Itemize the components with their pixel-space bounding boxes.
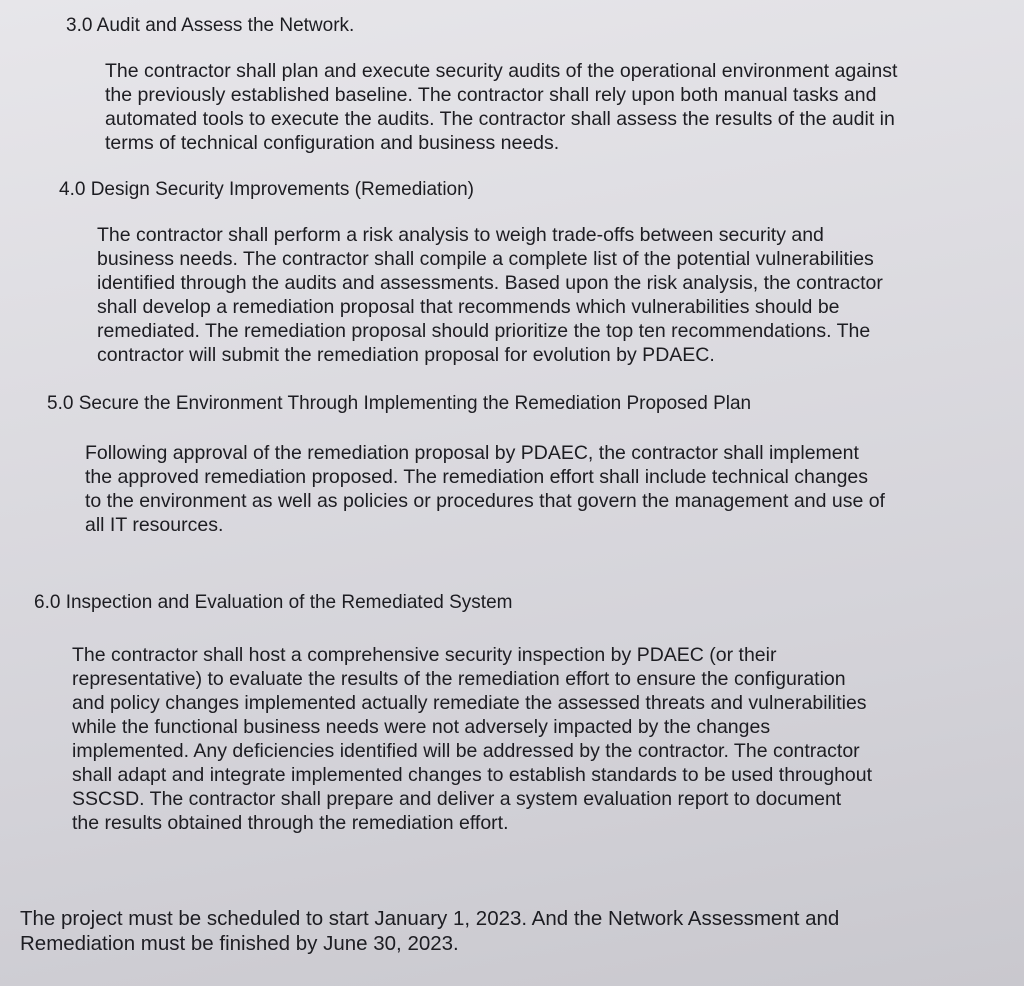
paragraph-line: SSCSD. The contractor shall prepare and deliver a system evaluation report to document (72, 788, 842, 810)
paragraph-line: The contractor shall perform a risk analysis to weigh trade-offs between security and (97, 224, 824, 246)
paragraph-line: the approved remediation proposed. The remediation effort shall include technical changes (85, 466, 869, 488)
paragraph-line: all IT resources. (85, 514, 224, 536)
paragraph-line: and policy changes implemented actually remediate the assessed threats and vulnerabilities (72, 692, 867, 714)
paragraph-line: the previously established baseline. The contractor shall rely upon both manual tasks and (105, 84, 877, 106)
section-3-body (105, 59, 897, 155)
section-3-heading: 3.0 Audit and Assess the Network. (66, 15, 355, 36)
paragraph-line: Following approval of the remediation proposal by PDAEC, the contractor shall implement (85, 442, 859, 464)
paragraph-line: contractor will submit the remediation proposal for evolution by PDAEC. (97, 344, 715, 366)
paragraph-line: business needs. The contractor shall compile a complete list of the potential vulnerabilities (97, 248, 874, 270)
paragraph-line: shall adapt and integrate implemented changes to establish standards to be used throughout (72, 764, 873, 786)
paragraph-line: identified through the audits and assessments. Based upon the risk analysis, the contractor (97, 272, 883, 294)
paragraph-line: shall develop a remediation proposal that recommends which vulnerabilities should be (97, 296, 840, 318)
section-6-body (72, 643, 872, 835)
paragraph-line: the results obtained through the remediation effort. (72, 812, 509, 834)
paragraph-line: The project must be scheduled to start January 1, 2023. And the Network Assessment and (20, 907, 840, 930)
paragraph-line: while the functional business needs were not adversely impacted by the changes (72, 716, 771, 738)
paragraph-line: The contractor shall host a comprehensive security inspection by PDAEC (or their (72, 644, 777, 666)
section-6-heading: 6.0 Inspection and Evaluation of the Remediated System (34, 592, 513, 613)
paragraph-line: terms of technical configuration and business needs. (105, 132, 560, 154)
section-4-body (97, 223, 883, 367)
section-4-heading: 4.0 Design Security Improvements (Remediation) (59, 179, 475, 200)
paragraph-line: remediated. The remediation proposal should prioritize the top ten recommendations. The (97, 320, 871, 342)
paragraph-line: The contractor shall plan and execute security audits of the operational environment against (105, 60, 898, 82)
section-5-heading: 5.0 Secure the Environment Through Implementing the Remediation Proposed Plan (47, 393, 752, 414)
paragraph-line: to the environment as well as policies or procedures that govern the management and use of (85, 490, 885, 512)
paragraph-line: implemented. Any deficiencies identified will be addressed by the contractor. The contractor (72, 740, 860, 762)
paragraph-line: representative) to evaluate the results of the remediation effort to ensure the configuration (72, 668, 846, 690)
schedule-note (20, 906, 839, 956)
paragraph-line: Remediation must be finished by June 30, 2023. (20, 932, 459, 955)
section-5-body (85, 441, 885, 537)
paragraph-line: automated tools to execute the audits. The contractor shall assess the results of the audit in (105, 108, 895, 130)
